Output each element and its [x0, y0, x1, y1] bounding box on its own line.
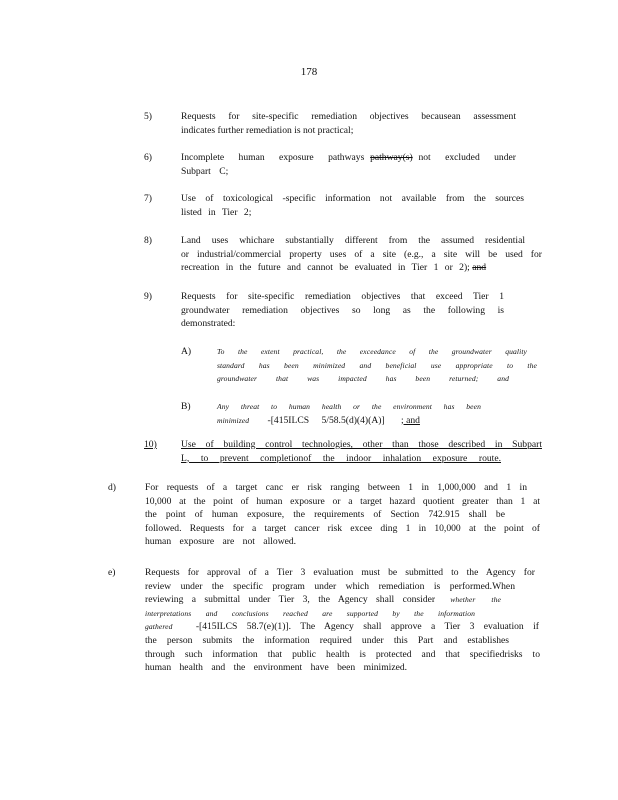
item-text: -[415ILCS 58.7(e)(1)]. The Agency shall approve a Tier 3 evaluation if	[195, 621, 539, 633]
item-text-line: listed in Tier 2;	[181, 206, 252, 218]
item-text: recreation in the future and cannot be evaluated in Tier 1 or 2);	[181, 262, 470, 274]
item-text-line: Requests for approval of a Tier 3 evaluation must be submitted to the Agency for	[145, 567, 535, 578]
item-text-line	[145, 593, 501, 607]
item-number: 6)	[144, 152, 152, 163]
item-text-line: Any threat to human health or the environment has been	[217, 402, 481, 411]
item-text: Incomplete human exposure pathways	[181, 152, 365, 163]
item-text-line: through such information that public health is protected and that specifiedrisks to	[145, 648, 540, 660]
item-text: reviewing a submittal under Tier 3, the Agency shall consider	[145, 594, 436, 606]
item-text-line: Use of building control technologies, other than those described in Subpart	[181, 439, 542, 450]
item-text-line: To the extent practical, the exceedance of the groundwater quality	[217, 347, 527, 356]
item-text-line	[181, 151, 516, 165]
item-number: 10)	[144, 439, 157, 450]
item-text-line: Subpart C;	[181, 165, 229, 177]
item-text-line: indicates further remediation is not practical;	[181, 124, 354, 136]
item-text-line: interpretations and conclusions reached are supported by the information	[145, 608, 475, 618]
item-text-line: L, to prevent completionof the indoor inhalation exposure route.	[181, 452, 501, 464]
item-number: d)	[108, 482, 116, 493]
item-text-line: groundwater that was impacted has been returned; and	[217, 374, 509, 384]
item-text-line	[145, 620, 539, 634]
item-text-line: Requests for site-specific remediation objectives that exceed Tier 1	[181, 291, 504, 302]
item-text-line: the person submits the information required under this Part and establishes	[145, 634, 509, 646]
item-text-line: standard has been minimized and beneficial use appropriate to the	[217, 360, 537, 370]
item-number: 9)	[144, 291, 152, 302]
deleted-text: pathway(s)	[370, 152, 413, 163]
item-text-line: review under the specific program under which remediation is performed.When	[145, 580, 515, 592]
item-text-line: human exposure are not allowed.	[145, 536, 297, 548]
item-text-line	[217, 414, 517, 428]
item-text-line: Land uses whichare substantially different from the assumed residential	[181, 235, 525, 246]
item-text-line: followed. Requests for a target cancer risk excee ding 1 in 10,000 at the point of	[145, 522, 540, 534]
item-text-line: Requests for site-specific remediation objectives becausean assessment	[181, 111, 516, 122]
item-text: not excluded under	[418, 152, 516, 163]
item-number: B)	[181, 401, 191, 412]
item-text-line: Use of toxicological -specific information not available from the sources	[181, 193, 524, 204]
inserted-text: ; and	[401, 414, 420, 426]
item-number: A)	[181, 346, 192, 357]
item-number: e)	[108, 567, 116, 578]
item-text-line: 10,000 at the point of human exposure or a target hazard quotient greater than 1 at	[145, 495, 540, 507]
item-text-line: groundwater remediation objectives so long as the following is	[181, 304, 504, 316]
item-text-italic: gathered	[145, 622, 173, 632]
item-text-line: human health and the environment have been minimized.	[145, 662, 408, 674]
citation: -[415ILCS 5/58.5(d)(4)(A)]	[267, 414, 385, 426]
item-text: minimized	[217, 415, 250, 425]
page-number: 178	[300, 66, 318, 78]
item-number: 7)	[144, 193, 152, 204]
item-number: 5)	[144, 111, 152, 122]
item-text-line	[181, 261, 542, 275]
item-text-italic: whether the	[450, 595, 501, 605]
item-text-line: For requests of a target canc er risk ranging between 1 in 1,000,000 and 1 in	[145, 482, 527, 493]
item-text-line: demonstrated:	[181, 318, 236, 330]
item-text-line: or industrial/commercial property uses of a site (e.g., a site will be used for	[181, 248, 542, 260]
item-text-line: the point of human exposure, the requirements of Section 742.915 shall be	[145, 509, 505, 521]
deleted-text: and	[472, 262, 487, 274]
item-number: 8)	[144, 235, 152, 246]
